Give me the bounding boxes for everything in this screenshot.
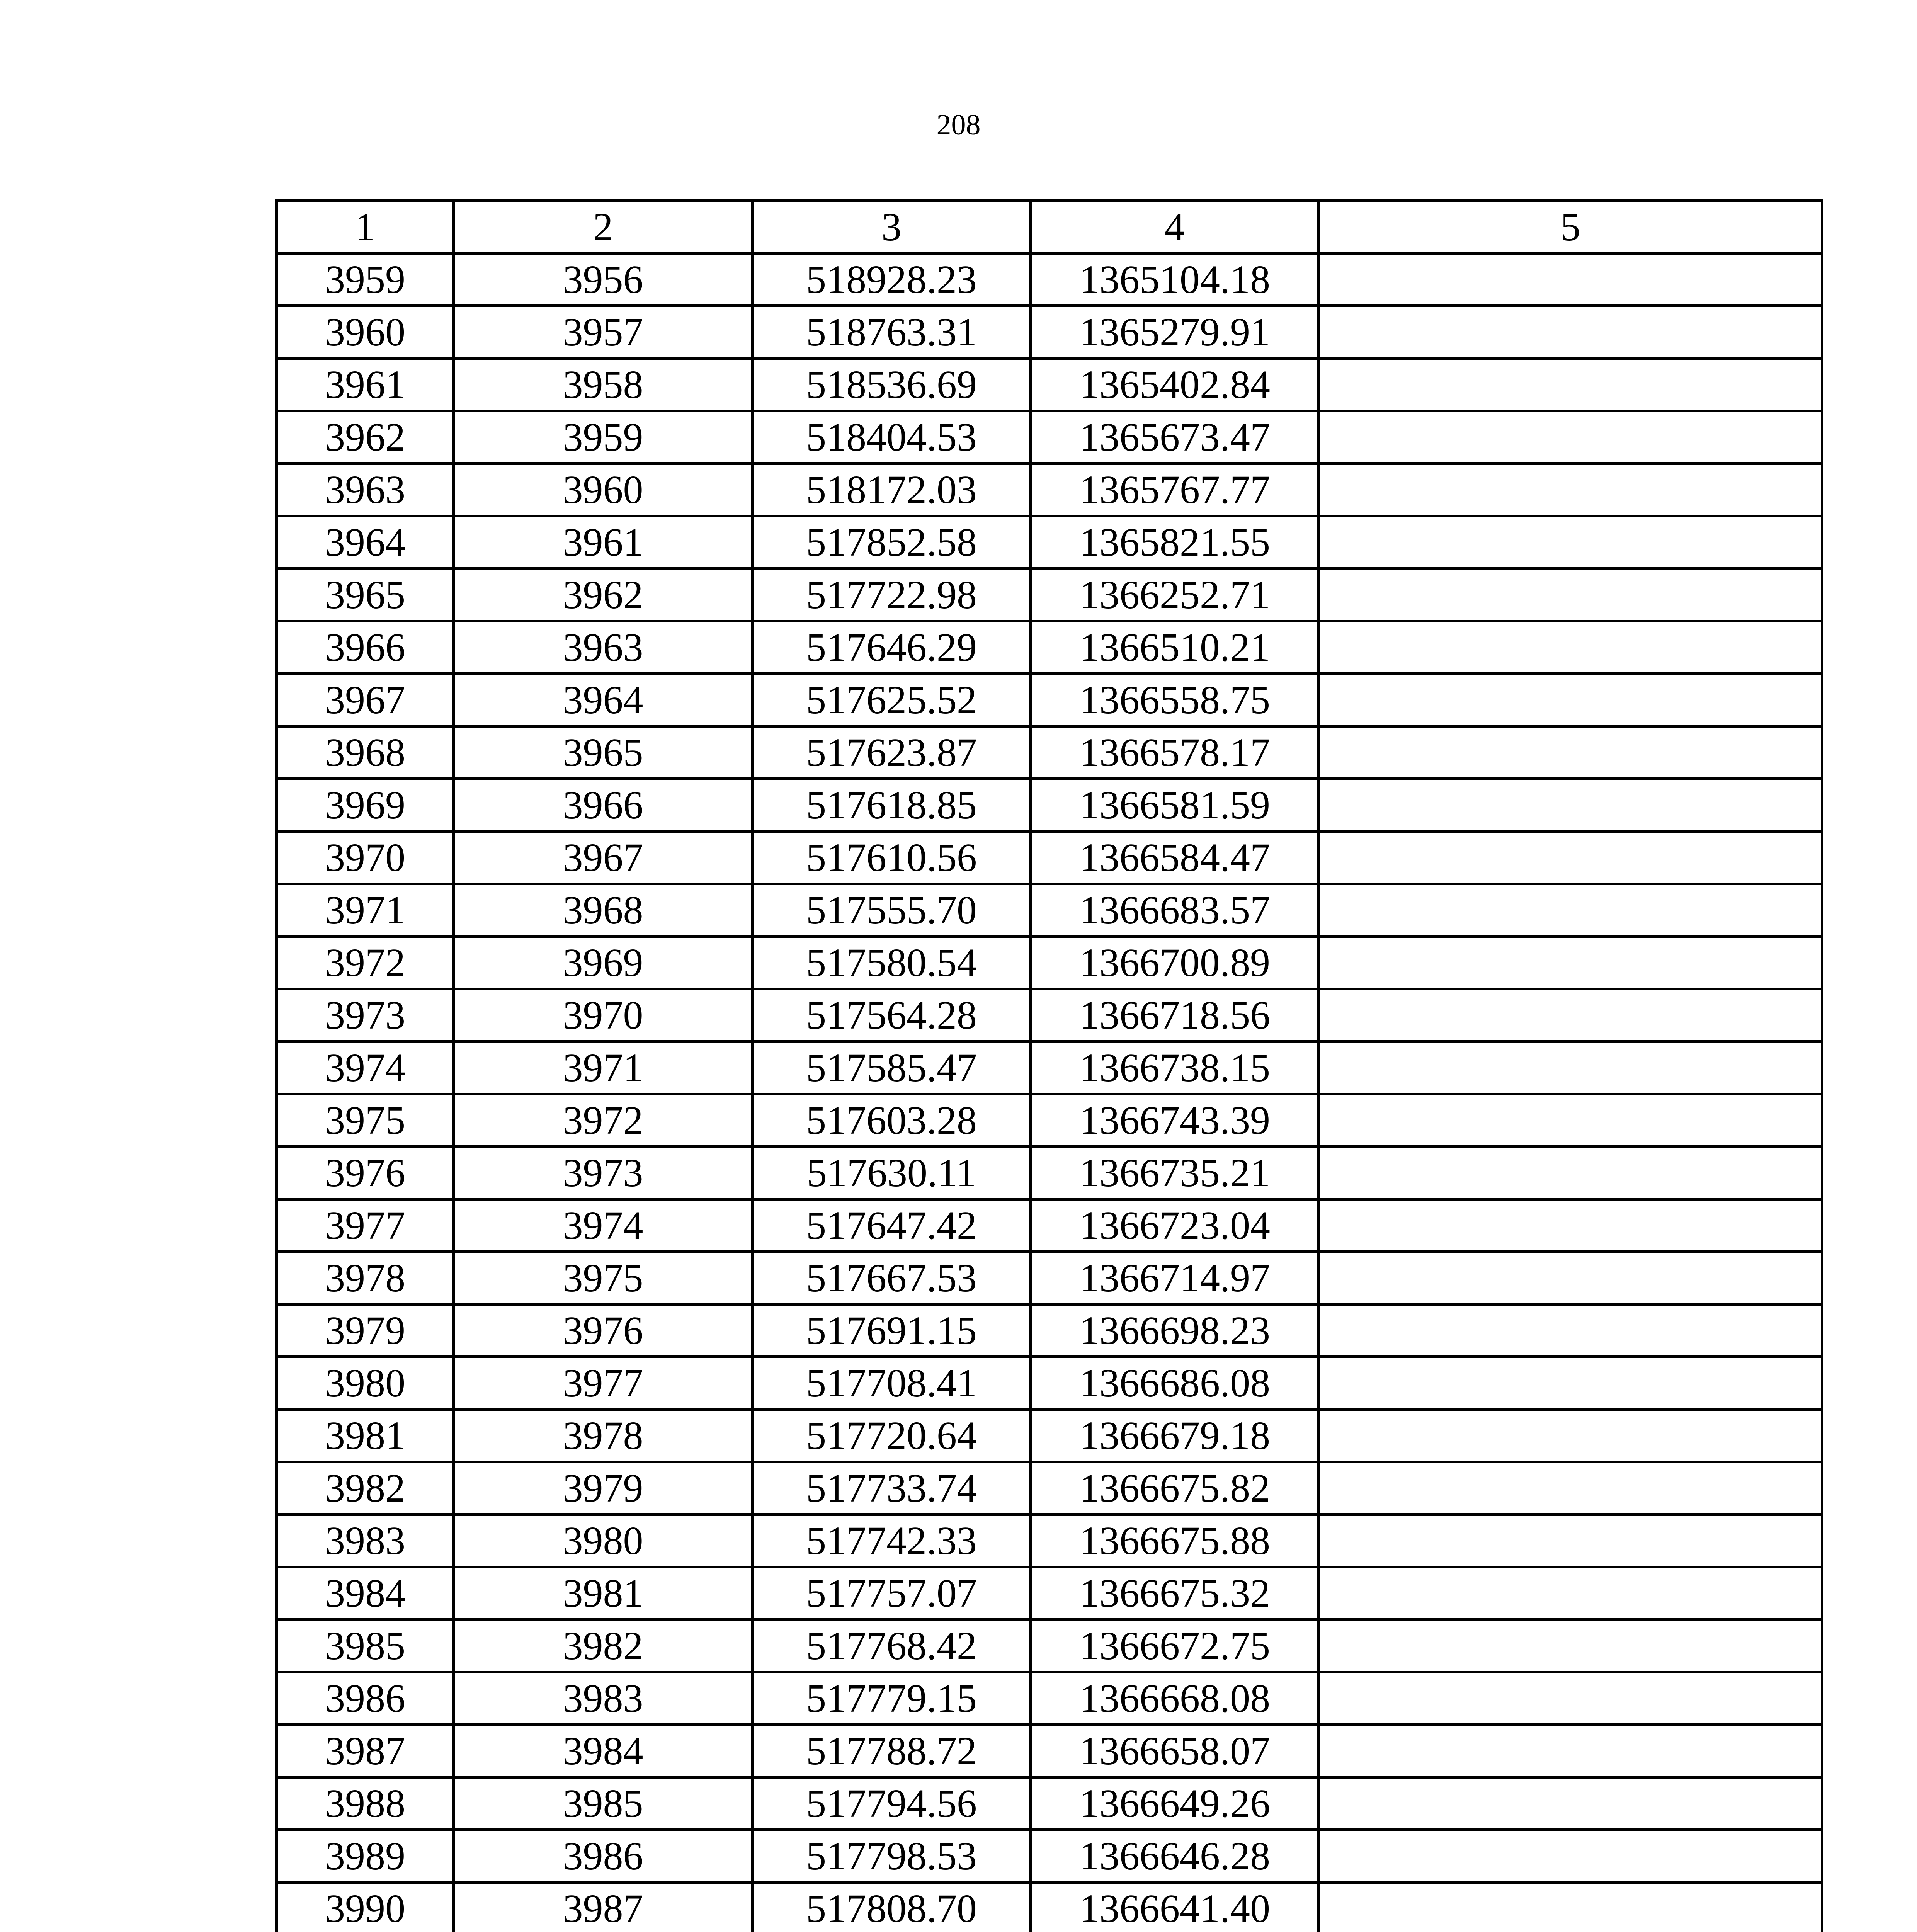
table-cell-col-1: 3964 [277,516,454,569]
table-cell-col-2: 3967 [454,832,752,884]
table-cell-col-1: 3968 [277,726,454,779]
table-cell-col-3: 517585.47 [752,1042,1031,1094]
table-cell-col-5 [1319,989,1822,1042]
table-cell-col-2: 3957 [454,306,752,359]
table-row [277,884,1822,937]
table-cell-col-2: 3963 [454,621,752,674]
table-cell-col-5 [1319,832,1822,884]
table-cell-col-1: 3976 [277,1147,454,1199]
table-cell-col-1: 3977 [277,1199,454,1252]
page-number: 208 [936,109,981,141]
table-cell-col-5 [1319,1094,1822,1147]
table-row [277,1567,1822,1620]
table-cell-col-4: 1365821.55 [1031,516,1319,569]
table-cell-col-4: 1366723.04 [1031,1199,1319,1252]
table-row [277,569,1822,621]
table-cell-col-2: 3978 [454,1410,752,1462]
table-cell-col-4: 1365673.47 [1031,411,1319,464]
table-cell-col-3: 518172.03 [752,464,1031,516]
table-cell-col-1: 3978 [277,1252,454,1304]
table-row [277,1672,1822,1725]
column-header-2: 2 [454,201,752,253]
table-cell-col-4: 1366738.15 [1031,1042,1319,1094]
table-cell-col-5 [1319,884,1822,937]
table-cell-col-2: 3983 [454,1672,752,1725]
table-row [277,359,1822,411]
table-cell-col-2: 3974 [454,1199,752,1252]
table-cell-col-3: 517580.54 [752,937,1031,989]
table-cell-col-2: 3970 [454,989,752,1042]
table-cell-col-3: 517625.52 [752,674,1031,726]
table-cell-col-4: 1366698.23 [1031,1304,1319,1357]
table-cell-col-5 [1319,1147,1822,1199]
table-cell-col-2: 3971 [454,1042,752,1094]
table-cell-col-3: 518928.23 [752,253,1031,306]
table-cell-col-4: 1365104.18 [1031,253,1319,306]
column-header-1: 1 [277,201,454,253]
table-row [277,1883,1822,1932]
table-row [277,1620,1822,1672]
table-cell-col-4: 1366700.89 [1031,937,1319,989]
table-cell-col-3: 517667.53 [752,1252,1031,1304]
table-cell-col-4: 1366718.56 [1031,989,1319,1042]
table-cell-col-1: 3988 [277,1777,454,1830]
table-cell-col-5 [1319,1725,1822,1777]
table-cell-col-3: 518536.69 [752,359,1031,411]
table-row [277,1094,1822,1147]
table-cell-col-4: 1366558.75 [1031,674,1319,726]
table-cell-col-1: 3966 [277,621,454,674]
column-header-4: 4 [1031,201,1319,253]
table-row [277,1252,1822,1304]
table-cell-col-4: 1366675.82 [1031,1462,1319,1515]
table-row [277,1777,1822,1830]
table-cell-col-3: 517623.87 [752,726,1031,779]
table-cell-col-3: 517722.98 [752,569,1031,621]
table-row [277,937,1822,989]
table-cell-col-2: 3965 [454,726,752,779]
table-cell-col-1: 3969 [277,779,454,832]
table-cell-col-5 [1319,1199,1822,1252]
table-cell-col-3: 517757.07 [752,1567,1031,1620]
table-cell-col-1: 3959 [277,253,454,306]
table-cell-col-4: 1366679.18 [1031,1410,1319,1462]
table-cell-col-2: 3987 [454,1883,752,1932]
table-cell-col-3: 517564.28 [752,989,1031,1042]
table-row [277,1357,1822,1410]
table-cell-col-1: 3975 [277,1094,454,1147]
table-row [277,464,1822,516]
table-cell-col-1: 3970 [277,832,454,884]
table-cell-col-5 [1319,1410,1822,1462]
table-cell-col-1: 3971 [277,884,454,937]
table-cell-col-3: 517768.42 [752,1620,1031,1672]
table-cell-col-4: 1366714.97 [1031,1252,1319,1304]
table-cell-col-5 [1319,1883,1822,1932]
table-cell-col-4: 1366683.57 [1031,884,1319,937]
table-cell-col-4: 1366735.21 [1031,1147,1319,1199]
table-row [277,516,1822,569]
table-cell-col-2: 3979 [454,1462,752,1515]
table-cell-col-5 [1319,1304,1822,1357]
table-row [277,1462,1822,1515]
table-row [277,1304,1822,1357]
table-cell-col-4: 1366675.88 [1031,1515,1319,1567]
table-cell-col-5 [1319,1830,1822,1883]
table-row [277,779,1822,832]
table-cell-col-5 [1319,516,1822,569]
table-row [277,253,1822,306]
table-cell-col-1: 3987 [277,1725,454,1777]
table-cell-col-1: 3982 [277,1462,454,1515]
table-cell-col-3: 517794.56 [752,1777,1031,1830]
table-cell-col-2: 3977 [454,1357,752,1410]
table-cell-col-3: 517708.41 [752,1357,1031,1410]
table-cell-col-4: 1366649.26 [1031,1777,1319,1830]
table-cell-col-4: 1365402.84 [1031,359,1319,411]
table-cell-col-5 [1319,306,1822,359]
table-cell-col-5 [1319,937,1822,989]
table-cell-col-3: 517788.72 [752,1725,1031,1777]
table-cell-col-5 [1319,411,1822,464]
table-cell-col-1: 3974 [277,1042,454,1094]
table-cell-col-5 [1319,1252,1822,1304]
table-cell-col-2: 3968 [454,884,752,937]
table-row [277,1199,1822,1252]
table-cell-col-2: 3964 [454,674,752,726]
table-cell-col-2: 3980 [454,1515,752,1567]
table-cell-col-5 [1319,1777,1822,1830]
table-cell-col-2: 3972 [454,1094,752,1147]
table-cell-col-1: 3979 [277,1304,454,1357]
table-cell-col-1: 3960 [277,306,454,359]
table-row [277,1410,1822,1462]
table-cell-col-5 [1319,1462,1822,1515]
table-row [277,1725,1822,1777]
table-cell-col-5 [1319,674,1822,726]
table-cell-col-2: 3956 [454,253,752,306]
table-cell-col-2: 3986 [454,1830,752,1883]
header-row [277,201,1822,253]
table-cell-col-4: 1365767.77 [1031,464,1319,516]
table-cell-col-2: 3958 [454,359,752,411]
table-cell-col-2: 3981 [454,1567,752,1620]
table-body [277,201,1822,1932]
table-cell-col-3: 518404.53 [752,411,1031,464]
table-cell-col-5 [1319,1357,1822,1410]
table-cell-col-1: 3986 [277,1672,454,1725]
table-cell-col-3: 517555.70 [752,884,1031,937]
table-row [277,306,1822,359]
table-cell-col-5 [1319,779,1822,832]
table-cell-col-4: 1366668.08 [1031,1672,1319,1725]
table-cell-col-4: 1365279.91 [1031,306,1319,359]
table-cell-col-4: 1366686.08 [1031,1357,1319,1410]
table-row [277,1515,1822,1567]
table-cell-col-2: 3966 [454,779,752,832]
table-cell-col-5 [1319,621,1822,674]
table-cell-col-2: 3959 [454,411,752,464]
table-cell-col-3: 517691.15 [752,1304,1031,1357]
table-row [277,621,1822,674]
table-cell-col-1: 3989 [277,1830,454,1883]
table-cell-col-3: 517603.28 [752,1094,1031,1147]
table-cell-col-5 [1319,359,1822,411]
table-cell-col-3: 517720.64 [752,1410,1031,1462]
table-cell-col-4: 1366581.59 [1031,779,1319,832]
table-cell-col-1: 3965 [277,569,454,621]
table-cell-col-4: 1366658.07 [1031,1725,1319,1777]
table-cell-col-1: 3962 [277,411,454,464]
table-cell-col-5 [1319,1620,1822,1672]
table-cell-col-3: 517742.33 [752,1515,1031,1567]
table-row [277,832,1822,884]
table-cell-col-2: 3960 [454,464,752,516]
column-header-3: 3 [752,201,1031,253]
table-cell-col-1: 3984 [277,1567,454,1620]
table-cell-col-3: 517798.53 [752,1830,1031,1883]
table-cell-col-1: 3981 [277,1410,454,1462]
table-row [277,674,1822,726]
table-cell-col-1: 3961 [277,359,454,411]
table-cell-col-2: 3982 [454,1620,752,1672]
table-cell-col-5 [1319,726,1822,779]
table-cell-col-1: 3983 [277,1515,454,1567]
table-cell-col-4: 1366743.39 [1031,1094,1319,1147]
column-header-5: 5 [1319,201,1822,253]
coordinates-table [275,199,1823,1932]
table-cell-col-3: 517647.42 [752,1199,1031,1252]
table-cell-col-5 [1319,1567,1822,1620]
table-cell-col-2: 3961 [454,516,752,569]
table-cell-col-1: 3980 [277,1357,454,1410]
table-cell-col-5 [1319,1672,1822,1725]
table-cell-col-4: 1366252.71 [1031,569,1319,621]
table-cell-col-2: 3969 [454,937,752,989]
table-cell-col-3: 517618.85 [752,779,1031,832]
table-cell-col-3: 517630.11 [752,1147,1031,1199]
table-cell-col-4: 1366578.17 [1031,726,1319,779]
table-row [277,1830,1822,1883]
table-cell-col-1: 3972 [277,937,454,989]
table-cell-col-3: 518763.31 [752,306,1031,359]
table-cell-col-3: 517646.29 [752,621,1031,674]
table-cell-col-2: 3975 [454,1252,752,1304]
table-cell-col-4: 1366510.21 [1031,621,1319,674]
table-cell-col-1: 3963 [277,464,454,516]
table-cell-col-5 [1319,569,1822,621]
table-cell-col-5 [1319,1515,1822,1567]
table-cell-col-5 [1319,1042,1822,1094]
table-cell-col-3: 517610.56 [752,832,1031,884]
table-cell-col-4: 1366675.32 [1031,1567,1319,1620]
table-cell-col-2: 3973 [454,1147,752,1199]
table-cell-col-2: 3984 [454,1725,752,1777]
table-cell-col-4: 1366646.28 [1031,1830,1319,1883]
table-cell-col-3: 517733.74 [752,1462,1031,1515]
table-cell-col-2: 3985 [454,1777,752,1830]
table-row [277,726,1822,779]
table-cell-col-2: 3962 [454,569,752,621]
table-row [277,411,1822,464]
table-row [277,989,1822,1042]
table-cell-col-2: 3976 [454,1304,752,1357]
table-cell-col-4: 1366641.40 [1031,1883,1319,1932]
table-cell-col-1: 3985 [277,1620,454,1672]
table-cell-col-1: 3967 [277,674,454,726]
table-row [277,1042,1822,1094]
table-cell-col-3: 517779.15 [752,1672,1031,1725]
table-cell-col-1: 3973 [277,989,454,1042]
table-cell-col-3: 517852.58 [752,516,1031,569]
table-cell-col-4: 1366584.47 [1031,832,1319,884]
table-cell-col-1: 3990 [277,1883,454,1932]
table-cell-col-5 [1319,464,1822,516]
table-cell-col-5 [1319,253,1822,306]
table-cell-col-4: 1366672.75 [1031,1620,1319,1672]
table-cell-col-3: 517808.70 [752,1883,1031,1932]
table-row [277,1147,1822,1199]
